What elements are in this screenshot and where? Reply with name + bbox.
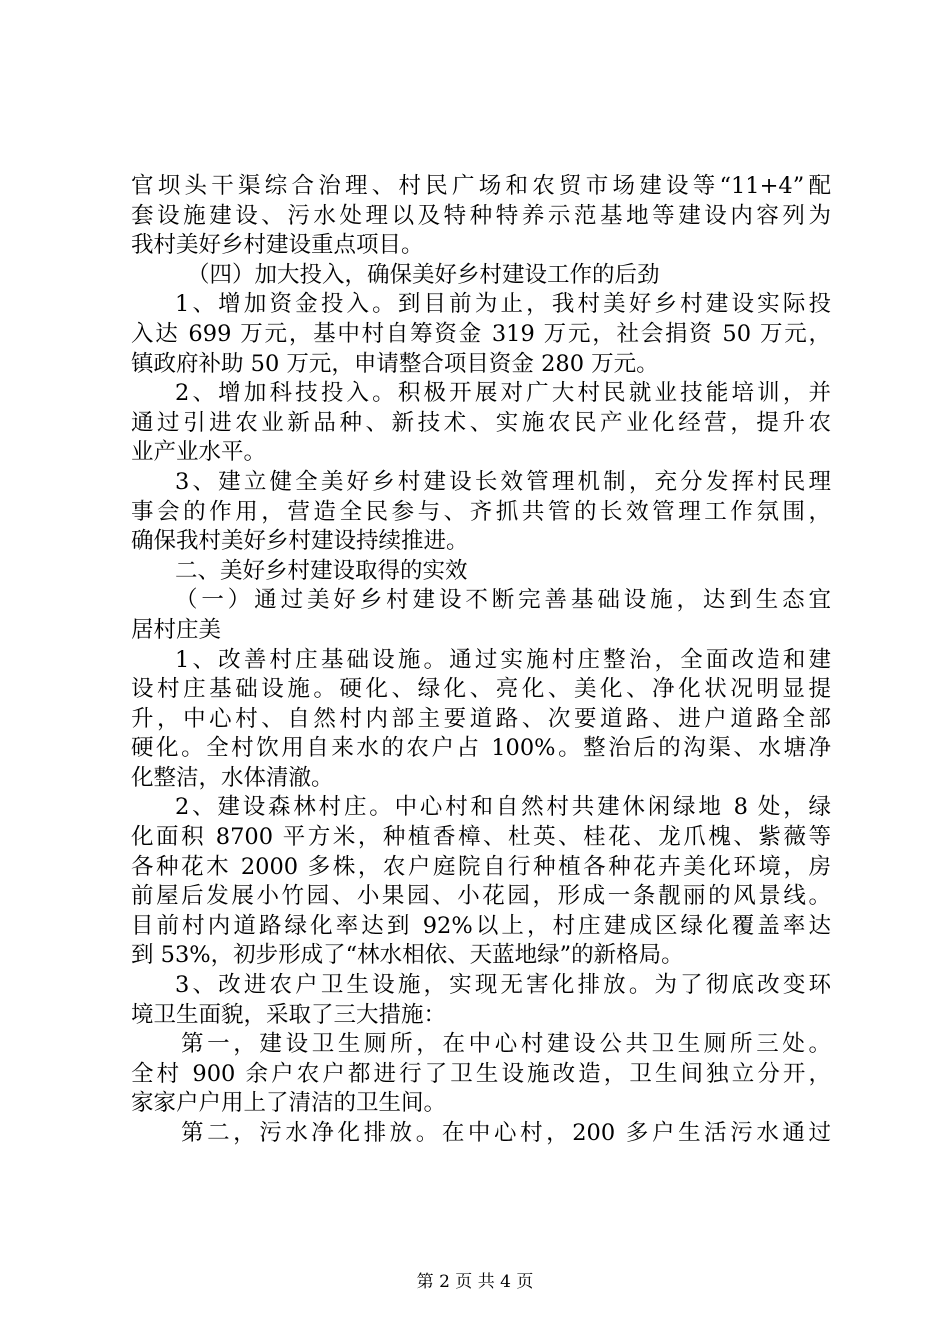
page-footer: 第 2 页 共 4 页 [416, 1272, 534, 1292]
text-line: 第二，污水净化排放。在中心村，200 多户生活污水通过 [181, 1120, 831, 1146]
text-line: 入达 699 万元，基中村自筹资金 319 万元，社会捐资 50 万元， [131, 320, 831, 347]
text-line: 居村庄美 [131, 616, 222, 643]
text-line: 1、增加资金投入。到目前为止，我村美好乡村建设实际投 [175, 291, 831, 318]
text-line: 套设施建设、污水处理以及特种特养示范基地等建设内容列为 [131, 202, 831, 229]
text-line: 到 53%，初步形成了“林水相依、天蓝地绿”的新格局。 [131, 942, 684, 969]
text-line: 全村 900 余户农户都进行了卫生设施改造，卫生间独立分开， [131, 1060, 831, 1087]
text-line: 目前村内道路绿化率达到 92%以上，村庄建成区绿化覆盖率达 [131, 912, 831, 939]
text-line: 通过引进农业新品种、新技术、实施农民产业化经营，提升农 [131, 409, 831, 436]
text-line: 官坝头干渠综合治理、村民广场和农贸市场建设等“11+4”配 [131, 173, 831, 199]
text-line: 我村美好乡村建设重点项目。 [131, 232, 424, 259]
text-line: 升，中心村、自然村内部主要道路、次要道路、进户道路全部 [131, 705, 831, 732]
text-line: 家家户户用上了清洁的卫生间。 [131, 1090, 447, 1117]
text-line: 确保我村美好乡村建设持续推进。 [131, 528, 469, 555]
text-line: 1、改善村庄基础设施。通过实施村庄整治，全面改造和建 [175, 646, 831, 673]
text-line: 前屋后发展小竹园、小果园、小花园，形成一条靓丽的风景线。 [131, 883, 831, 910]
text-line: 境卫生面貌，采取了三大措施： [131, 1001, 447, 1028]
text-line: 3、建立健全美好乡村建设长效管理机制，充分发挥村民理 [175, 468, 831, 495]
text-line: 事会的作用，营造全民参与、齐抓共管的长效管理工作氛围， [131, 498, 831, 525]
text-line: 2、增加科技投入。积极开展对广大村民就业技能培训，并 [175, 380, 831, 407]
text-line: 设村庄基础设施。硬化、绿化、亮化、美化、净化状况明显提 [131, 676, 831, 703]
text-line: 3、改进农户卫生设施，实现无害化排放。为了彻底改变环 [175, 972, 831, 999]
text-line: （一）通过美好乡村建设不断完善基础设施，达到生态宜 [175, 587, 831, 614]
text-line: 业产业水平。 [131, 439, 267, 466]
text-line: 化面积 8700 平方米，种植香樟、杜英、桂花、龙爪槐、紫薇等 [131, 824, 831, 851]
text-line: 2、建设森林村庄。中心村和自然村共建休闲绿地 8 处，绿 [175, 794, 831, 821]
text-line: 镇政府补助 50 万元，申请整合项目资金 280 万元。 [131, 350, 659, 377]
document-body [131, 172, 831, 1149]
text-line: 各种花木 2000 多株，农户庭院自行种植各种花卉美化环境，房 [131, 853, 831, 880]
text-line: （四）加大投入，确保美好乡村建设工作的后劲 [187, 261, 660, 288]
text-line: 第一，建设卫生厕所，在中心村建设公共卫生厕所三处。 [181, 1031, 831, 1058]
text-line: 二、美好乡村建设取得的实效 [175, 557, 468, 584]
text-line: 硬化。全村饮用自来水的农户占 100%。整治后的沟渠、水塘净 [131, 735, 831, 762]
text-line: 化整洁，水体清澈。 [131, 764, 334, 791]
